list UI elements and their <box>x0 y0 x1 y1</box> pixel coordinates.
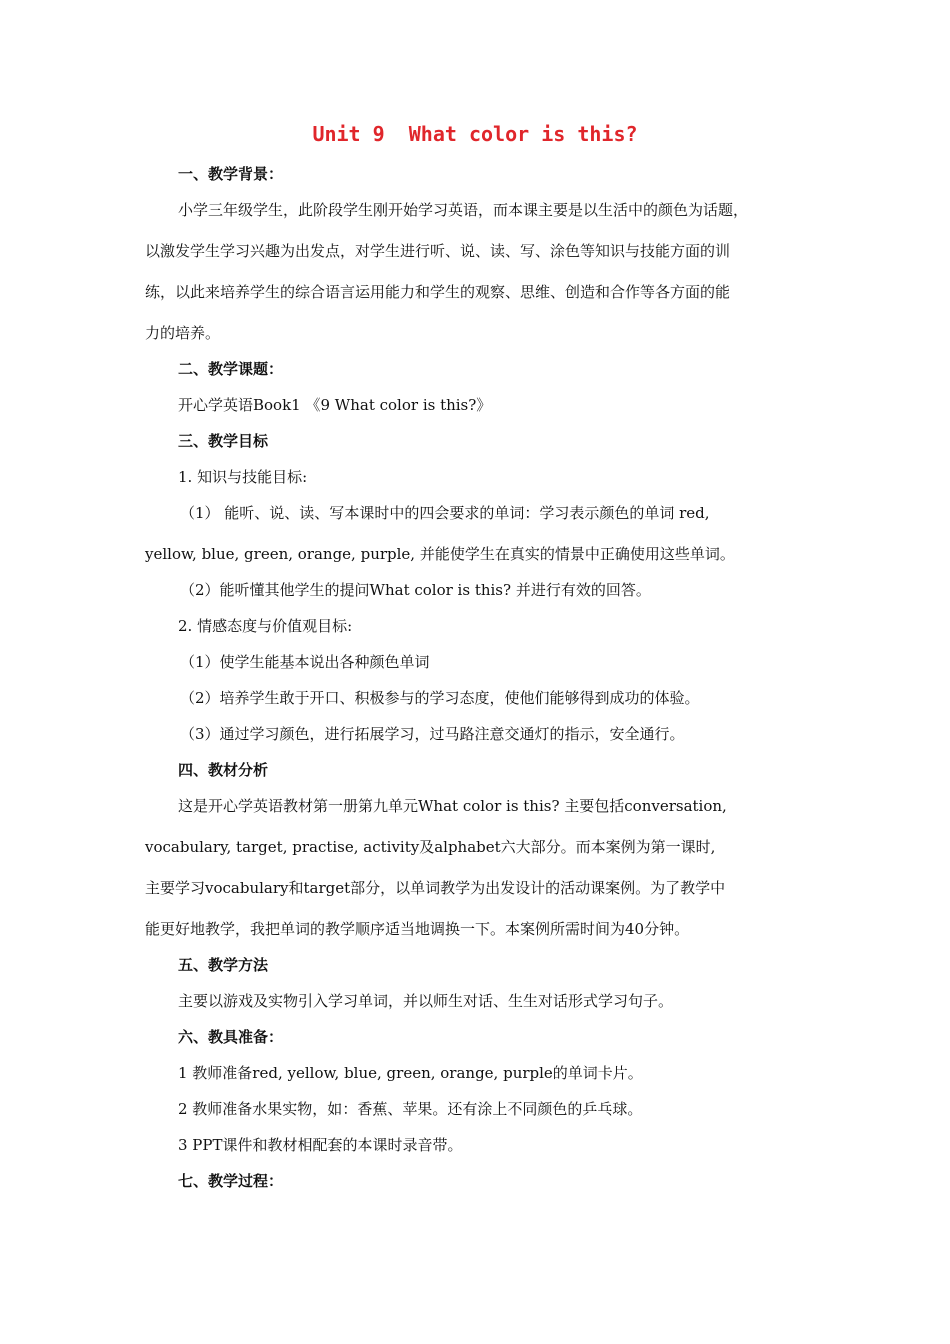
section-heading-materials: 六、教具准备： <box>178 1028 284 1046</box>
paragraph-line: （1） 能听、说、读、写本课时中的四会要求的单词：学习表示颜色的单词 red, <box>180 504 710 522</box>
paragraph-line: 以激发学生学习兴趣为出发点，对学生进行听、说、读、写、涂色等知识与技能方面的训 <box>145 242 731 260</box>
section-heading-topic: 二、教学课题： <box>178 360 284 378</box>
section-heading-process: 七、教学过程： <box>178 1172 284 1190</box>
paragraph-line: 力的培养。 <box>145 324 221 342</box>
paragraph-line: （2）能听懂其他学生的提问What color is this? 并进行有效的回答。 <box>180 581 651 599</box>
document-title: Unit 9 What color is this? <box>312 122 638 146</box>
paragraph-line: 练，以此来培养学生的综合语言运用能力和学生的观察、思维、创造和合作等各方面的能 <box>145 283 731 301</box>
section-heading-background: 一、教学背景： <box>178 165 284 183</box>
paragraph-line: 2 教师准备水果实物，如：香蕉、苹果。还有涂上不同颜色的乒乓球。 <box>178 1100 643 1118</box>
paragraph-line: vocabulary, target, practise, activity及alphabet六大部分。而本案例为第一课时, <box>145 838 716 856</box>
paragraph-line: （2）培养学生敢于开口、积极参与的学习态度，使他们能够得到成功的体验。 <box>180 689 700 707</box>
paragraph-line: 1. 知识与技能目标: <box>178 468 308 486</box>
paragraph-line: 主要学习vocabulary和target部分，以单词教学为出发设计的活动课案例。为了教学中 <box>145 879 726 897</box>
section-heading-methods: 五、教学方法 <box>178 956 269 974</box>
paragraph-line: yellow, blue, green, orange, purple, 并能使学生在真实的情景中正确使用这些单词。 <box>145 545 735 563</box>
paragraph-line: 3 PPT课件和教材相配套的本课时录音带。 <box>178 1136 463 1154</box>
section-heading-analysis: 四、教材分析 <box>178 761 269 779</box>
paragraph-line: 1 教师准备red, yellow, blue, green, orange, purple的单词卡片。 <box>178 1064 643 1082</box>
paragraph-line: （1）使学生能基本说出各种颜色单词 <box>180 653 430 671</box>
paragraph-line: （3）通过学习颜色，进行拓展学习，过马路注意交通灯的指示，安全通行。 <box>180 725 685 743</box>
paragraph-line: 主要以游戏及实物引入学习单词，并以师生对话、生生对话形式学习句子。 <box>178 992 674 1010</box>
paragraph-line: 2. 情感态度与价值观目标: <box>178 617 353 635</box>
paragraph-line: 能更好地教学，我把单词的教学顺序适当地调换一下。本案例所需时间为40分钟。 <box>145 920 690 938</box>
paragraph-line: 开心学英语Book1 《9 What color is this?》 <box>178 396 492 414</box>
section-heading-objectives: 三、教学目标 <box>178 432 269 450</box>
paragraph-line: 这是开心学英语教材第一册第九单元What color is this? 主要包括conversation, <box>178 797 727 815</box>
paragraph-line: 小学三年级学生，此阶段学生刚开始学习英语，而本课主要是以生活中的颜色为话题， <box>178 201 749 219</box>
